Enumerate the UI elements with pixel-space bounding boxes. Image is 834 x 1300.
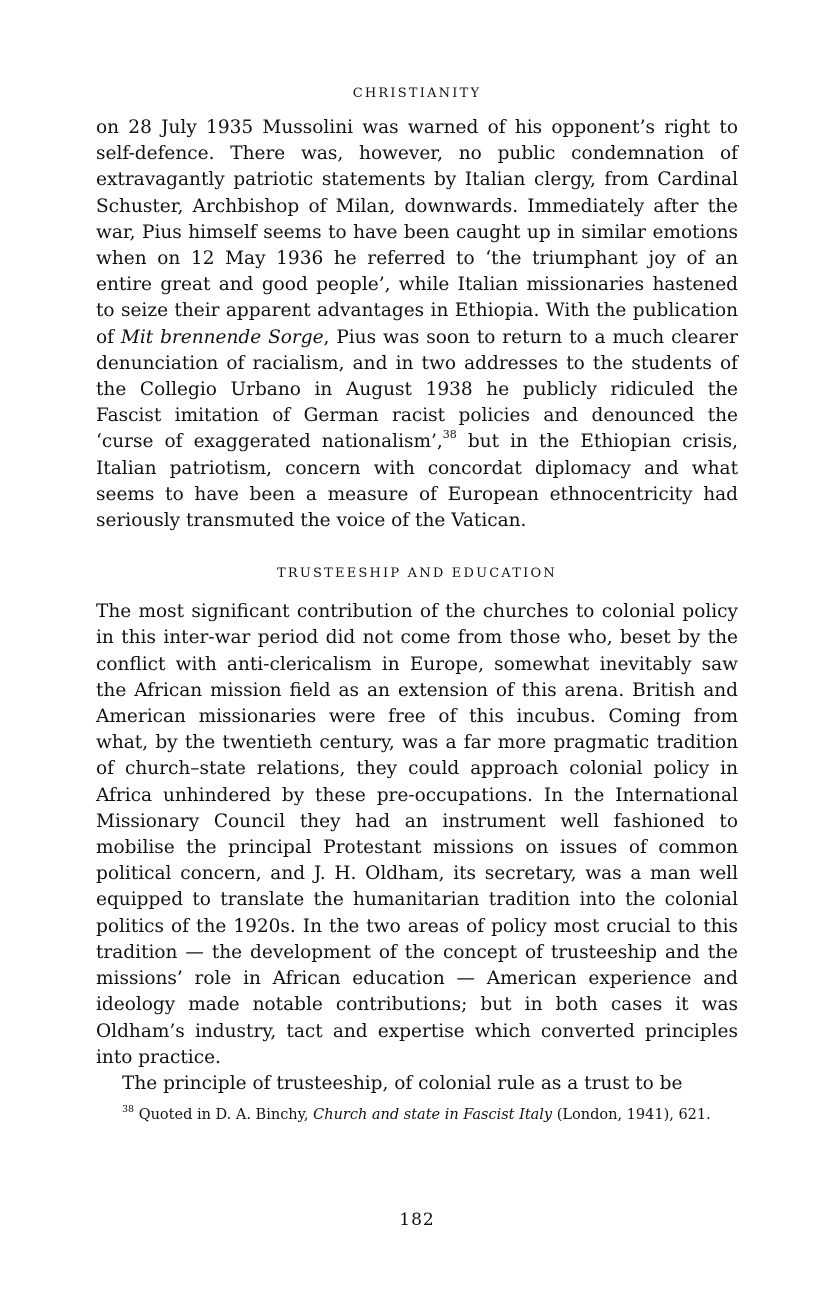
footnote: [96, 1105, 738, 1125]
paragraph-1-italic-title: Mit brennende Sorge: [120, 326, 324, 348]
footnote-reference[interactable]: 38: [442, 428, 457, 442]
page: [96, 86, 738, 1125]
footnote-title: Church and state in Fascist Italy: [313, 1107, 553, 1124]
footnote-number: 38: [122, 1104, 135, 1116]
paragraph-1-text-b: , Pius was soon to return to a much clearer denunciation of racialism, and in two addresses to the students of the Collegio Urbano in August 1938 he publicly ridiculed the Fascist imitation of German racist policies and denounced the ‘curse of exaggerated nationalism’,: [96, 326, 738, 453]
paragraph-1-text-a: on 28 July 1935 Mussolini was warned of his opponent’s right to self-defence. There was, however, no public condemnation of extravagantly patriotic statements by Italian clergy, from Cardinal Schuster, Archbishop of Milan, downwards. Immediately after the war, Pius himself seems to have been caught up in similar emotions when on 12 May 1936 he referred to ‘the triumphant joy of an entire great and good people’, while Italian missionaries hastened to seize their apparent advantages in Ethiopia. With the publication of: [96, 117, 738, 348]
paragraph-1-text-c: but in the Ethiopian crisis, Italian patriotism, concern with concordat diplomacy and what seems to have been a measure of European ethnocentricity had seriously transmuted the voice of the Vatican.: [96, 431, 738, 532]
section-heading: TRUSTEESHIP AND EDUCATION: [277, 566, 557, 582]
running-head: CHRISTIANITY: [352, 86, 482, 101]
paragraph-2: The most significant contribution of the churches to colonial policy in this inter-war period did not come from those who, beset by the conflict with anti-clericalism in Europe, somewhat inevitably saw the African mission field as an extension of this arena. British and American missionaries were free of this incubus. Coming from what, by the twentieth century, was a far more pragmatic tradition of church–state relations, they could approach colonial policy in Africa unhindered by these pre-occupations. In the International Missionary Council they had an instrument well fashioned to mobilise the principal Protestant missions on issues of common political concern, and J. H. Oldham, its secretary, was a man well equipped to translate the humanitarian tradition into the colonial politics of the 1920s. In the two areas of policy most crucial to this tradition — the development of the concept of trusteeship and the missions’ role in African education — American experience and ideology made notable contributions; but in both cases it was Oldham’s industry, tact and expertise which converted principles into practice.: [96, 601, 738, 1068]
page-number: 182: [399, 1210, 435, 1230]
paragraph-1: [96, 115, 738, 534]
paragraph-3: The principle of trusteeship, of colonial rule as a trust to be: [122, 1072, 683, 1094]
footnote-suffix: (London, 1941), 621.: [552, 1107, 711, 1124]
footnote-prefix: Quoted in D. A. Binchy,: [134, 1107, 314, 1124]
